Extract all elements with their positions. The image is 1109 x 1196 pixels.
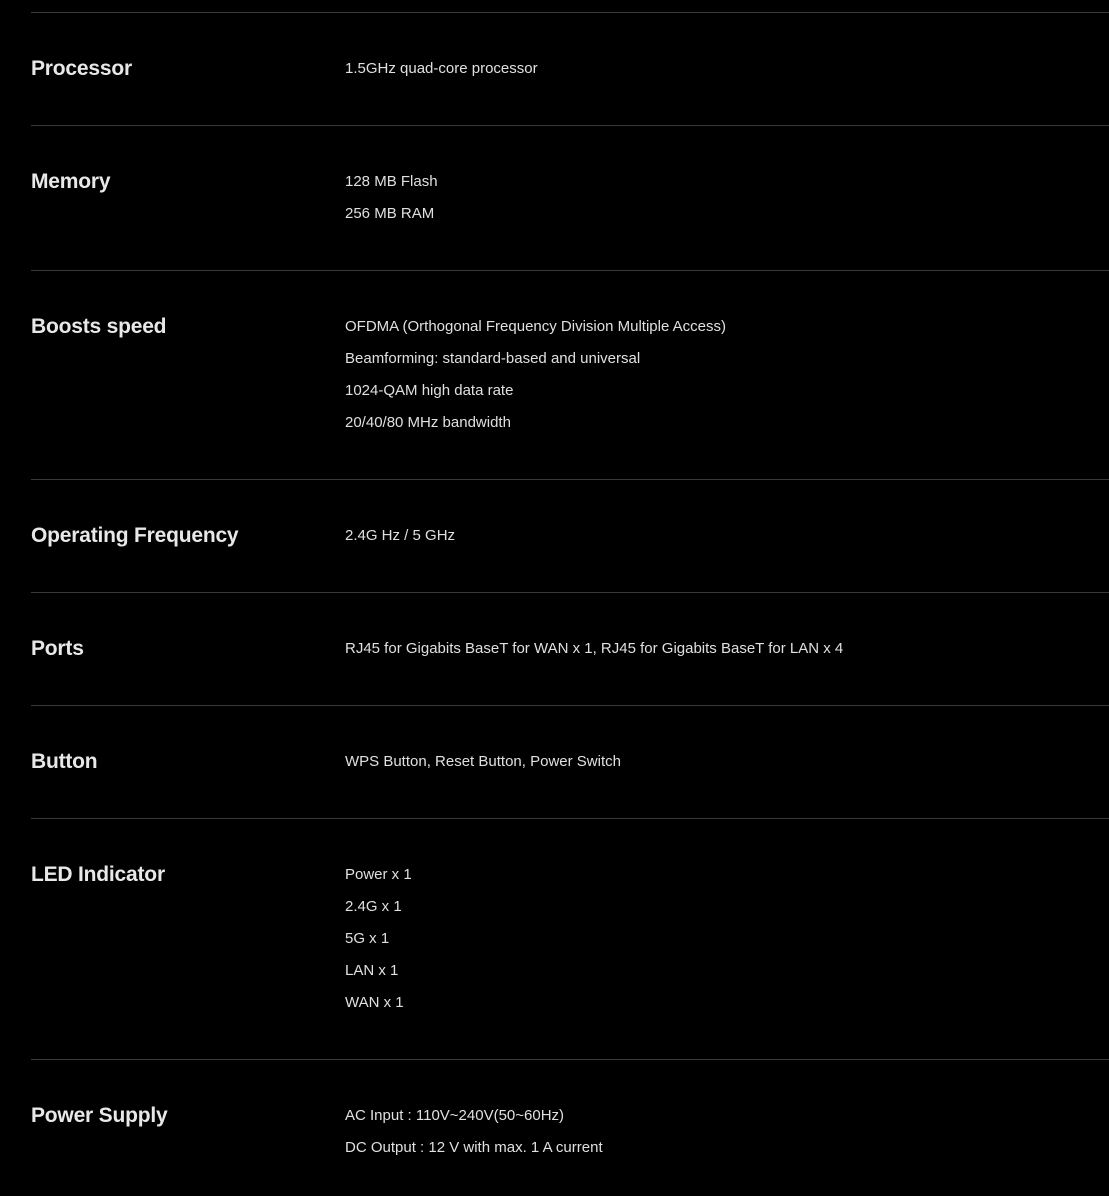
spec-value: 256 MB RAM xyxy=(345,205,435,222)
spec-value: DC Output : 12 V with max. 1 A current xyxy=(345,1139,603,1156)
spec-label: Ports xyxy=(31,637,84,660)
spec-value: 128 MB Flash xyxy=(345,173,438,190)
spec-value: WAN x 1 xyxy=(345,994,404,1011)
spec-value: OFDMA (Orthogonal Frequency Division Multiple Access) xyxy=(345,318,726,335)
spec-label: Boosts speed xyxy=(31,315,167,338)
spec-value: 2.4G x 1 xyxy=(345,898,402,915)
spec-values xyxy=(345,126,1109,270)
spec-label: Processor xyxy=(31,57,132,80)
spec-row-power-supply xyxy=(31,1059,1109,1195)
spec-label: Power Supply xyxy=(31,1104,168,1127)
spec-row-led-indicator xyxy=(31,818,1109,1059)
spec-row-button xyxy=(31,705,1109,818)
spec-value: 20/40/80 MHz bandwidth xyxy=(345,414,511,431)
spec-value: 5G x 1 xyxy=(345,930,390,947)
spec-value: AC Input : 110V~240V(50~60Hz) xyxy=(345,1107,565,1124)
spec-value: RJ45 for Gigabits BaseT for WAN x 1, RJ45 for Gigabits BaseT for LAN x 4 xyxy=(345,640,844,657)
spec-label: Memory xyxy=(31,170,111,193)
spec-value: LAN x 1 xyxy=(345,962,399,979)
spec-row-ports xyxy=(31,592,1109,705)
spec-value: Power x 1 xyxy=(345,866,412,883)
spec-label: LED Indicator xyxy=(31,863,165,886)
spec-value: 1024-QAM high data rate xyxy=(345,382,514,399)
spec-values xyxy=(345,593,1109,705)
spec-label: Button xyxy=(31,750,98,773)
spec-values xyxy=(345,271,1109,479)
spec-value: WPS Button, Reset Button, Power Switch xyxy=(345,753,621,770)
spec-value: 2.4G Hz / 5 GHz xyxy=(345,527,456,544)
spec-value: Beamforming: standard-based and universal xyxy=(345,350,641,367)
spec-values xyxy=(345,13,1109,125)
spec-values xyxy=(345,706,1109,818)
spec-value: 1.5GHz quad-core processor xyxy=(345,60,538,77)
spec-table xyxy=(31,12,1109,1195)
spec-values xyxy=(345,819,1109,1059)
spec-row-operating-frequency xyxy=(31,479,1109,592)
spec-row-boosts-speed xyxy=(31,270,1109,479)
spec-values xyxy=(345,480,1109,592)
spec-values xyxy=(345,1060,1109,1195)
spec-row-processor xyxy=(31,12,1109,125)
spec-row-memory xyxy=(31,125,1109,270)
spec-label: Operating Frequency xyxy=(31,524,239,547)
